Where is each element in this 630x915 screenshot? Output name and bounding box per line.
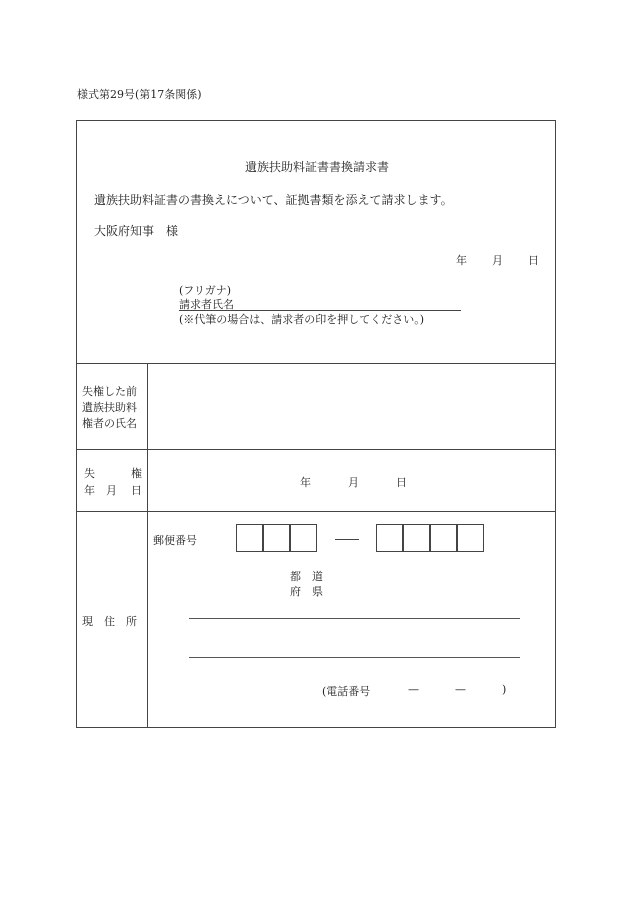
proxy-seal-note: (※代筆の場合は、請求者の印を押してください。) [179, 313, 425, 326]
date-day-label: 日 [528, 254, 539, 267]
former-holder-name-label: 失権した前遺族扶助料権者の氏名 [82, 385, 137, 430]
row-divider [76, 511, 556, 512]
date-year-label: 年 [456, 254, 467, 267]
prefecture-label-top: 都 道 [290, 570, 323, 583]
loss-label-char: 月 [106, 484, 117, 497]
row-divider [76, 363, 556, 364]
postal-digit-box[interactable] [430, 524, 457, 552]
row-divider [76, 449, 556, 450]
document-title: 遺族扶助料証書書換請求書 [245, 160, 390, 174]
loss-date-year: 年 [300, 476, 311, 489]
addressee: 大阪府知事 様 [94, 224, 179, 238]
furigana-label: (フリガナ) [179, 284, 232, 297]
loss-label-char: 日 [131, 484, 142, 497]
request-statement: 遺族扶助料証書の書換えについて、証拠書類を添えて請求します。 [94, 193, 453, 207]
prefecture-label-bottom: 府 県 [290, 585, 323, 598]
address-line-1[interactable] [189, 618, 520, 619]
loss-label-char: 年 [84, 484, 95, 497]
phone-label: (電話番号 [322, 685, 371, 698]
loss-label-char: 失 [84, 467, 95, 480]
loss-label-char: 権 [131, 467, 142, 480]
requester-name-label: 請求者氏名 [179, 298, 234, 311]
postal-code-label: 郵便番号 [153, 534, 197, 547]
phone-separator: — [455, 683, 466, 696]
former-holder-name-field[interactable] [149, 365, 554, 448]
postal-digit-box[interactable] [236, 524, 263, 552]
postal-separator [335, 539, 359, 540]
loss-date-month: 月 [348, 476, 359, 489]
loss-date-day: 日 [396, 476, 407, 489]
current-address-label: 現 住 所 [82, 615, 137, 628]
postal-digit-box[interactable] [290, 524, 317, 552]
postal-digit-box[interactable] [457, 524, 484, 552]
phone-separator: — [408, 683, 419, 696]
postal-digit-box[interactable] [376, 524, 403, 552]
date-month-label: 月 [492, 254, 503, 267]
postal-digit-box[interactable] [263, 524, 290, 552]
form-number-label: 様式第29号(第17条関係) [77, 88, 202, 101]
label-column-divider [147, 363, 148, 728]
address-line-2[interactable] [189, 657, 520, 658]
postal-digit-box[interactable] [403, 524, 430, 552]
phone-close-paren: ) [502, 683, 507, 696]
